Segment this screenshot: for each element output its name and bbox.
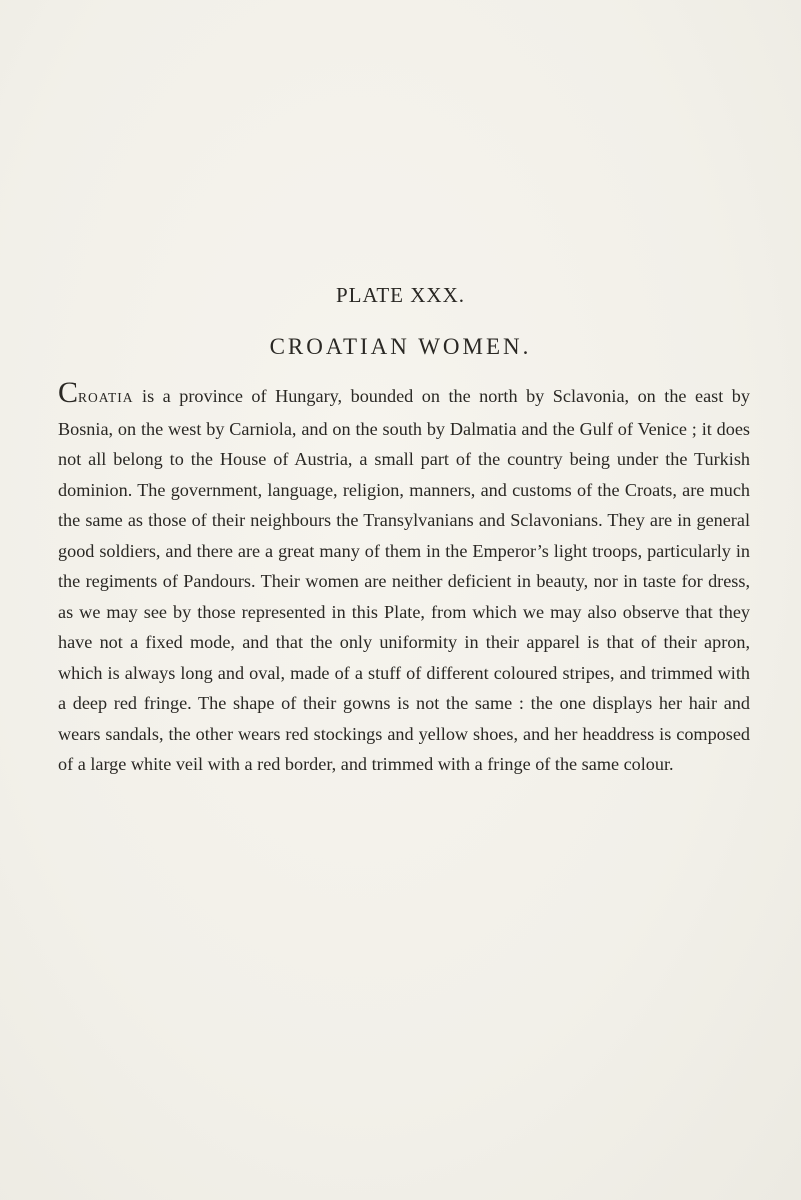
first-word-smallcaps: ROATIA [78, 390, 134, 405]
page-title: CROATIAN WOMEN. [269, 334, 532, 359]
article-body-text: is a province of Hungary, bounded on the north by Sclavonia, on the east by Bosnia, on the west by Carniola, and on the south by Dalmatia and the Gulf of Venice ; it does not all belong to the House of Austria, a small part of the country being under the Turkish dominion. The government, language, religion, manners, and customs of the Croats, are much the same as those of their neighbours the Transylvanians and Sclavonians. They are in general good soldiers, and there are a great many of them in the Emperor’s light troops, particularly in the regiments of Pandours. Their women are neither deficient in beauty, nor in taste for dress, as we may see by those represented in this Plate, from which we may also observe that they have not a fixed mode, and that the only uniformity in their apparel is that of their apron, which is always long and oval, made of a stuff of different coloured stripes, and trimmed with a deep red fringe. The shape of their gowns is not the same : the one displays her hair and wears sandals, the other wears red stockings and yellow shoes, and her headdress is composed of a large white veil with a red border, and trimmed with a fringe of the same colour. [58, 386, 750, 774]
article-paragraph [58, 376, 750, 780]
drop-cap-initial: C [58, 376, 79, 409]
plate-label: PLATE XXX. [336, 283, 465, 307]
